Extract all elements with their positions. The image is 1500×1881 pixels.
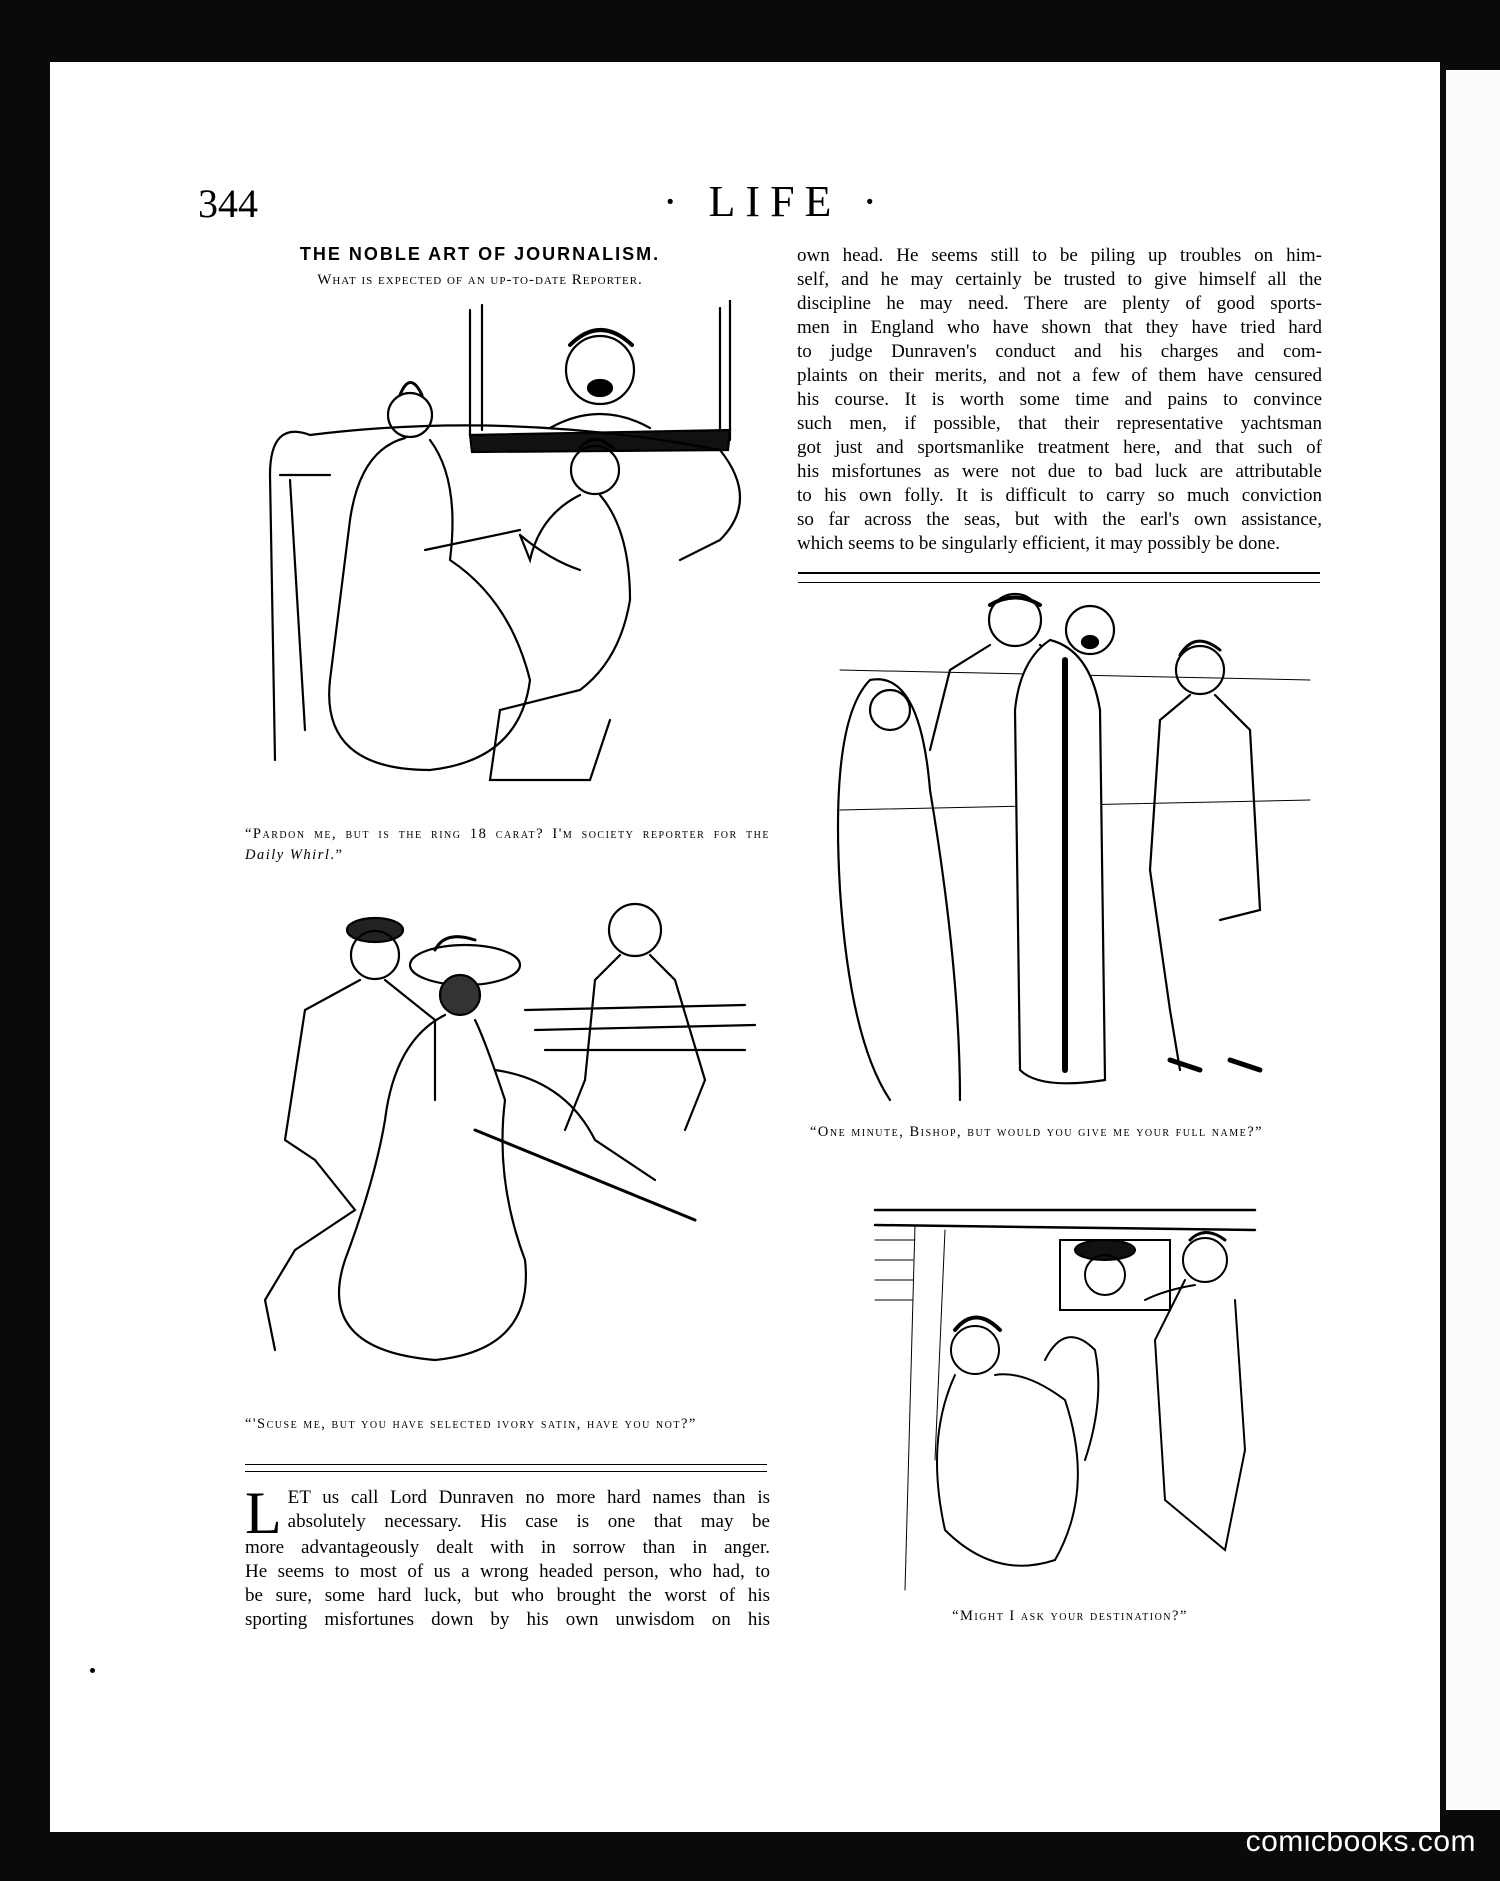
caption-satin: “'Scuse me, but you have selected ivory satin, have you not?” [245, 1416, 697, 1432]
caption-ring-text: “Pardon me, but is the ring 18 carat? I'm society reporter for the [245, 826, 770, 842]
body-line: more advantageously dealt with in sorrow than in anger. [245, 1537, 770, 1558]
editorial-left-column [245, 1480, 770, 1632]
body-line: men in England who have shown that they have tried hard [797, 317, 1322, 338]
body-line: got just and sportsmanlike treatment here, and that such of [797, 437, 1322, 458]
caption-ring-end: .” [330, 847, 344, 863]
body-line: so far across the seas, but with the earl's own assistance, [797, 509, 1322, 530]
section-divider-right [798, 572, 1320, 583]
body-line: discipline he may need. There are plenty of good sports- [797, 293, 1322, 314]
caption-ring-italic: Daily Whirl [245, 847, 331, 863]
drop-cap: L [245, 1480, 282, 1546]
illustration-proposal [250, 300, 760, 800]
article-title: THE NOBLE ART OF JOURNALISM. [299, 244, 661, 264]
caption-ring [245, 824, 770, 866]
adjacent-page-edge [1446, 70, 1500, 1810]
article-subtitle: What is expected of an up-to-date Reporter. [317, 272, 643, 288]
body-line: his course. It is worth some time and pains to convince [797, 389, 1322, 410]
watermark: comicbooks.com [1245, 1825, 1476, 1858]
body-line: ET us call Lord Dunraven no more hard names than is [287, 1487, 770, 1508]
body-line: such men, if possible, that their representative yachtsman [797, 413, 1322, 434]
editorial-right-column [797, 244, 1322, 556]
page-number: 344 [198, 181, 258, 226]
body-line: which seems to be singularly efficient, it may possibly be done. [797, 533, 1280, 554]
body-line: He seems to most of us a wrong headed person, who had, to [245, 1561, 770, 1582]
section-divider-left [245, 1464, 767, 1472]
body-line: absolutely necessary. His case is one that may be [287, 1511, 770, 1532]
illustration-satin [235, 880, 760, 1405]
body-line: his misfortunes as were not due to bad luck are attributable [797, 461, 1322, 482]
caption-bishop: “One minute, Bishop, but would you give me your full name?” [810, 1124, 1264, 1140]
illustration-bishop [820, 590, 1315, 1110]
body-line: to judge Dunraven's conduct and his charges and com- [797, 341, 1322, 362]
body-line: self, and he may certainly be trusted to give himself all the [797, 269, 1322, 290]
caption-destination: “Might I ask your destination?” [952, 1608, 1188, 1624]
body-line: be sure, some hard luck, but who brought the worst of his [245, 1585, 770, 1606]
illustration-destination [865, 1200, 1265, 1600]
body-line: to his own folly. It is difficult to carry so much conviction [797, 485, 1322, 506]
stray-mark [90, 1668, 95, 1673]
body-line: plaints on their merits, and not a few of them have censured [797, 365, 1322, 386]
masthead: · LIFE · [662, 177, 888, 226]
body-line: own head. He seems still to be piling up troubles on him- [797, 245, 1322, 266]
body-line: sporting misfortunes down by his own unwisdom on his [245, 1609, 770, 1630]
